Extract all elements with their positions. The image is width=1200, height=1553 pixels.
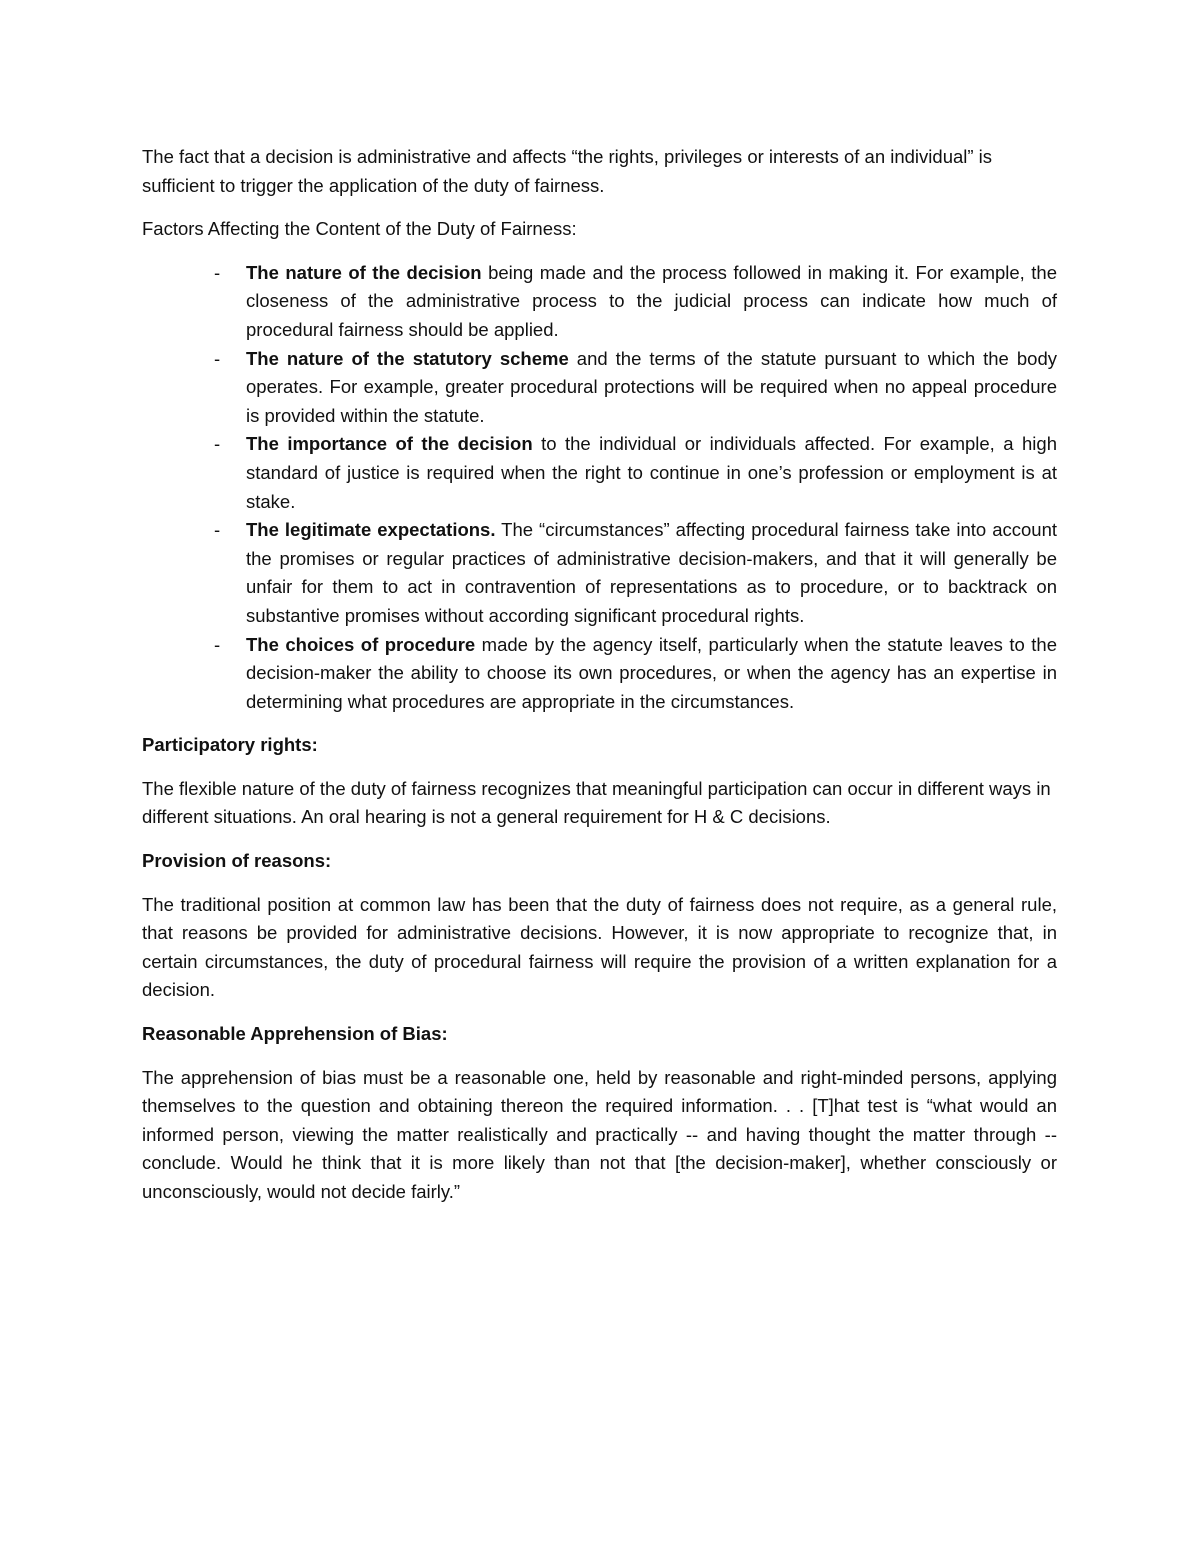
- factor-title: The choices of procedure: [246, 633, 476, 655]
- list-dash: -: [214, 633, 221, 655]
- factor-text: to the individual or individuals affected. For example, a high standard of justice is required when the right to continue in one’s profession or employment is at stake.: [246, 433, 1057, 512]
- apprehension-of-bias-paragraph: The apprehension of bias must be a reasonable one, held by reasonable and right-minded persons, applying themselves to the question and obtaining thereon the required information. . . [T]hat test is “what would an informed person, viewing the matter realistically and practically -- and having thought the matter through -- conclude. Would he think that it is more likely than not that [the decision-maker], whether consciously or unconsciously, would not decide fairly.”: [142, 1066, 1057, 1202]
- apprehension-of-bias-heading: Reasonable Apprehension of Bias:: [142, 1023, 448, 1045]
- factor-item: [142, 259, 1057, 345]
- factor-text: made by the agency itself, particularly when the statute leaves to the decision-maker the ability to choose its own procedures, or when the agency has an expertise in determining what procedures are appropriate in the circumstances.: [246, 633, 1057, 712]
- factor-item: [142, 430, 1057, 516]
- factor-title: The nature of the statutory scheme: [246, 347, 569, 369]
- list-dash: -: [214, 433, 221, 455]
- list-dash: -: [214, 261, 221, 283]
- factor-item: [142, 345, 1057, 431]
- factor-text: The “circumstances” affecting procedural fairness take into account the promises or regular practices of administrative decision-makers, and that it will generally be unfair for them to act in contravention of representations as to procedure, or to backtrack on substantive promises without according significant procedural rights.: [246, 519, 1058, 626]
- list-dash: -: [214, 519, 221, 541]
- factor-title: The importance of the decision: [246, 433, 533, 455]
- factor-text: being made and the process followed in making it. For example, the closeness of the administrative process to the judicial process can indicate how much of procedural fairness should be applied.: [246, 261, 1058, 340]
- list-dash: -: [214, 347, 221, 369]
- document-page: [142, 143, 1057, 1222]
- provision-of-reasons-heading: Provision of reasons:: [142, 850, 332, 872]
- intro-paragraph: The fact that a decision is administrative and affects “the rights, privileges or interests of an individual” is sufficient to trigger the application of the duty of fairness.: [142, 146, 993, 196]
- factor-item: [142, 631, 1057, 717]
- factor-title: The legitimate expectations.: [246, 519, 496, 541]
- participatory-rights-heading: Participatory rights:: [142, 734, 318, 756]
- factors-list: [142, 259, 1057, 717]
- provision-of-reasons-paragraph: The traditional position at common law has been that the duty of fairness does not require, as a general rule, that reasons be provided for administrative decisions. However, it is now appropriate to recognize that, in certain circumstances, the duty of procedural fairness will require the provision of a written explanation for a decision.: [142, 893, 1057, 1001]
- participatory-rights-paragraph: The flexible nature of the duty of fairness recognizes that meaningful participation can occur in different ways in different situations. An oral hearing is not a general requirement for H & C decisions.: [142, 777, 1051, 828]
- factor-item: [142, 516, 1057, 630]
- factors-heading: Factors Affecting the Content of the Duty of Fairness:: [142, 218, 577, 240]
- factor-title: The nature of the decision: [246, 261, 482, 283]
- factor-text: and the terms of the statute pursuant to which the body operates. For example, greater procedural protections will be required when no appeal procedure is provided within the statute.: [246, 347, 1057, 426]
